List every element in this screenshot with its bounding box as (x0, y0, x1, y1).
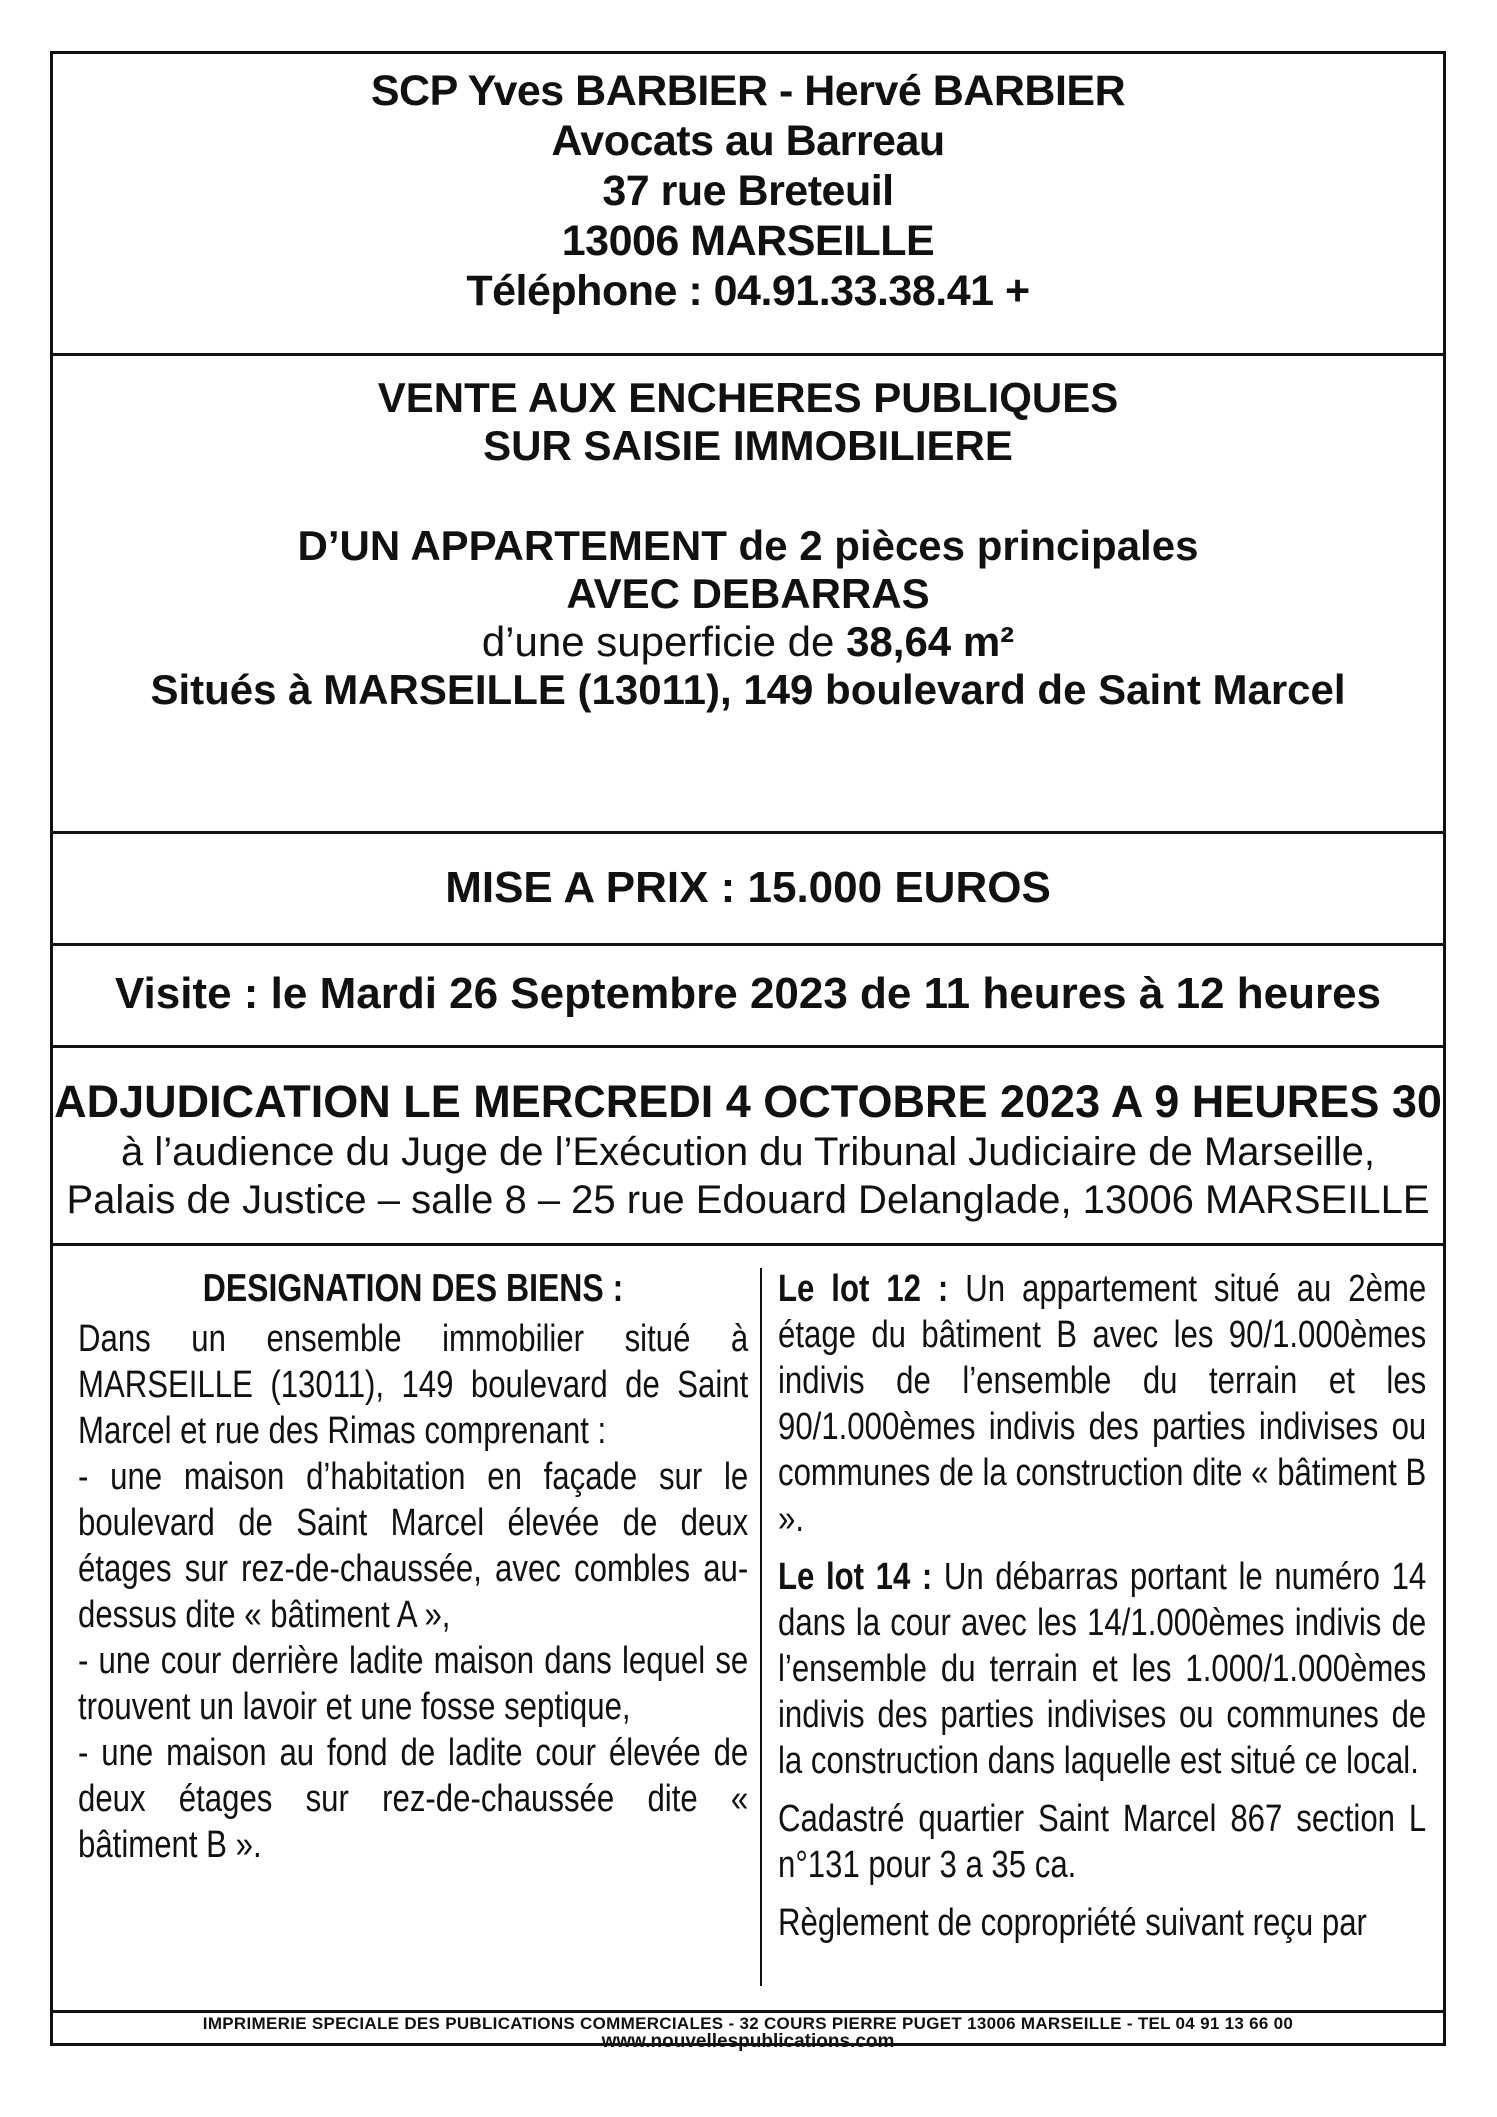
firm-title: Avocats au Barreau (551, 117, 945, 165)
lot-14-text: Un débarras portant le numéro 14 dans la cour avec les 14/1.000èmes indivis de l’ensemble du terrain et les 1.000/1.000èmes indivis des parties indivises ou communes de la construction dans laquelle est situé ce local. (778, 1556, 1427, 1782)
adjudication-headline: ADJUDICATION LE MERCREDI 4 OCTOBRE 2023 A 9 HEURES 30 (54, 1076, 1442, 1127)
firm-name: SCP Yves BARBIER - Hervé BARBIER (370, 67, 1126, 115)
starting-price: MISE A PRIX : 15.000 EUROS (445, 863, 1051, 912)
cadastre-text: Cadastré quartier Saint Marcel 867 section L n°131 pour 3 a 35 ca. (778, 1798, 1427, 1886)
property-details (53, 1246, 1443, 2013)
designation-column (78, 1266, 748, 1868)
printer-website: www.nouvellespublications.com (601, 2031, 895, 2052)
visit-date: Visite : le Mardi 26 Septembre 2023 de 11 heures à 12 heures (114, 969, 1382, 1018)
lot-14 (778, 1554, 1426, 1784)
designation-intro: Dans un ensemble immobilier situé à MARSEILLE (13011), 149 boulevard de Saint Marcel et rue des Rimas comprenant : (78, 1318, 749, 1452)
lot-12-text: Un appartement situé au 2ème étage du bâtiment B avec les 90/1.000èmes indivis de l’ensemble du terrain et les 90/1.000èmes indivis des parties indivises ou communes de la construction dite « bâtiment B ». (778, 1268, 1427, 1540)
printer-footer (53, 2013, 1443, 2052)
sale-type-line2: SUR SAISIE IMMOBILIERE (483, 422, 1013, 469)
lawyer-header (53, 54, 1443, 356)
column-divider (760, 1268, 762, 1986)
area-value: 38,64 m² (846, 618, 1015, 665)
designation-item-2: - une cour derrière ladite maison dans lequel se trouvent un lavoir et une fosse septique, (78, 1640, 749, 1728)
printer-info: IMPRIMERIE SPECIALE DES PUBLICATIONS COMMERCIALES - 32 COURS PIERRE PUGET 13006 MARSEILLE - TEL 04 91 13 66 00 (202, 2014, 1294, 2033)
sale-description (53, 356, 1443, 834)
property-location: Situés à MARSEILLE (13011), 149 boulevard de Saint Marcel (150, 666, 1346, 713)
property-area (53, 618, 1443, 666)
starting-price-section (53, 834, 1443, 946)
adjudication-section (53, 1048, 1443, 1246)
adjudication-venue: à l’audience du Juge de l’Exécution du Tribunal Judiciaire de Marseille, (120, 1130, 1376, 1174)
property-extra: AVEC DEBARRAS (566, 570, 930, 617)
firm-street: 37 rue Breteuil (602, 167, 894, 215)
firm-phone: Téléphone : 04.91.33.38.41 + (466, 267, 1030, 315)
adjudication-address: Palais de Justice – salle 8 – 25 rue Edouard Delanglade, 13006 MARSEILLE (66, 1178, 1430, 1222)
sale-type-line1: VENTE AUX ENCHERES PUBLIQUES (377, 374, 1119, 421)
lot-12-label: Le lot 12 : (778, 1268, 949, 1310)
visit-section (53, 946, 1443, 1048)
designation-item-1: - une maison d’habitation en façade sur le boulevard de Saint Marcel élevée de deux étages sur rez-de-chaussée, avec combles au-dessus dite « bâtiment A », (78, 1456, 749, 1636)
reglement-text: Règlement de copropriété suivant reçu par (778, 1902, 1367, 1944)
firm-city: 13006 MARSEILLE (561, 217, 935, 265)
area-prefix: d’une superficie de (481, 618, 847, 665)
lot-12 (778, 1266, 1426, 1542)
designation-item-3: - une maison au fond de ladite cour élevée de deux étages sur rez-de-chaussée dite « bâtiment B ». (78, 1732, 749, 1866)
property-type-bold: D’UN APPARTEMENT (297, 522, 727, 569)
lots-column (778, 1266, 1426, 1958)
lot-14-label: Le lot 14 : (778, 1556, 933, 1598)
property-type (53, 522, 1443, 570)
property-type-rest: de 2 pièces principales (726, 522, 1199, 569)
designation-heading: DESIGNATION DES BIENS : (202, 1267, 624, 1310)
notice-frame (50, 51, 1446, 2052)
